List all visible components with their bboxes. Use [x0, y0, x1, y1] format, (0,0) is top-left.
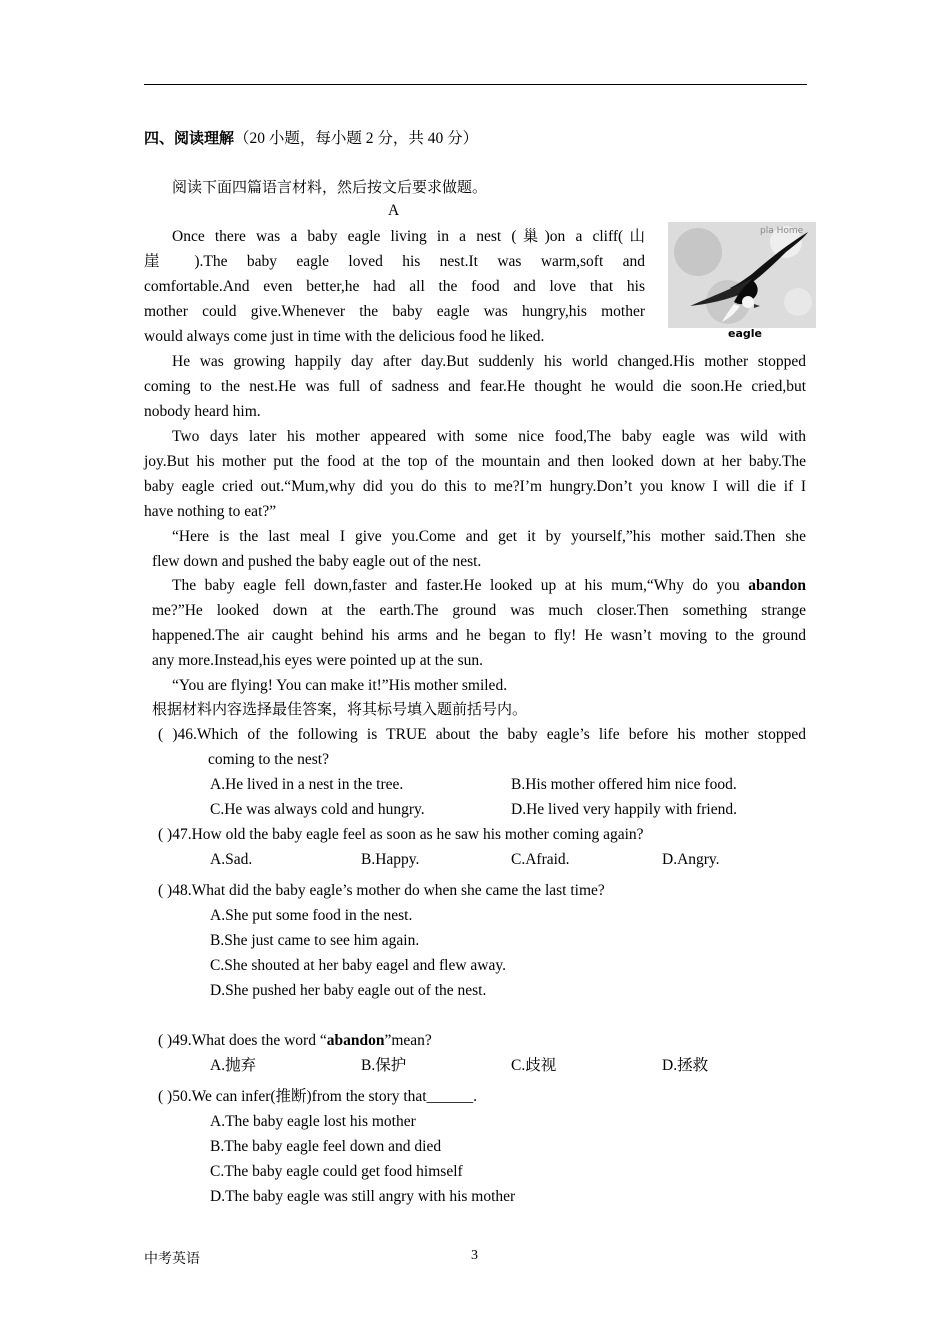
passage-line: happened.The air caught behind his arms and he began to fly! He wasn’t moving to the ground: [152, 627, 806, 644]
option: D.He lived very happily with friend.: [511, 801, 737, 818]
footer-label: 中考英语: [144, 1252, 200, 1267]
passage-line: “You are flying! You can make it!”His mother smiled.: [172, 677, 508, 694]
passage-line: joy.But his mother put the food at the top of the mountain and then looked down at her baby.The: [144, 453, 806, 470]
passage-line: would always come just in time with the delicious food he liked.: [144, 328, 545, 345]
option: C.He was always cold and hungry.: [210, 801, 425, 818]
question-stem-cont: coming to the nest?: [208, 751, 329, 768]
option: B.保护: [361, 1057, 407, 1074]
figure-caption: eagle: [728, 327, 762, 340]
option: B.She just came to see him again.: [210, 932, 420, 949]
option: B.Happy.: [361, 851, 420, 868]
eagle-image: [668, 222, 816, 328]
question-stem: ( )46.Which of the following is TRUE about the baby eagle’s life before his mother stopped: [158, 726, 806, 743]
passage-line: have nothing to eat?”: [144, 503, 277, 520]
passage-label: A: [388, 202, 400, 219]
option: A.The baby eagle lost his mother: [210, 1113, 416, 1130]
image-watermark: pla Home: [760, 226, 804, 236]
passage-line: coming to the nest.He was full of sadness and fear.He thought he would die soon.He cried,but: [144, 378, 806, 395]
question-bold-word: abandon: [326, 1032, 385, 1049]
passage-line: 崖 ).The baby eagle loved his nest.It was warm,soft and: [144, 253, 645, 270]
question-stem: ( )47.How old the baby eagle feel as soon as he saw his mother coming again?: [158, 826, 644, 843]
passage-line: baby eagle cried out.“Mum,why did you do this to me?I’m hungry.Don’t you know I will die if I: [144, 478, 806, 495]
question-stem: ( )48.What did the baby eagle’s mother do when she came the last time?: [158, 882, 605, 899]
option: A.Sad.: [210, 851, 253, 868]
passage-line: He was growing happily day after day.But suddenly his world changed.His mother stopped: [172, 353, 806, 370]
header-rule: [144, 84, 807, 85]
questions-instruction: 根据材料内容选择最佳答案，将其标号填入题前括号内。: [152, 702, 528, 718]
option: C.She shouted at her baby eagel and flew away.: [210, 957, 506, 974]
option: C.The baby eagle could get food himself: [210, 1163, 463, 1180]
question-stem-pre: ( )49.What does the word “: [158, 1032, 327, 1049]
passage-line: comfortable.And even better,he had all the food and love that his: [144, 278, 645, 295]
option: D.The baby eagle was still angry with his mother: [210, 1188, 516, 1205]
option: B.The baby eagle feel down and died: [210, 1138, 442, 1155]
option: C.Afraid.: [511, 851, 570, 868]
passage-line: [172, 573, 806, 598]
option: A.She put some food in the nest.: [210, 907, 413, 924]
eagle-illustration: [668, 222, 816, 328]
bold-word: abandon: [748, 577, 806, 594]
option: C.歧视: [511, 1057, 557, 1074]
passage-line: nobody heard him.: [144, 403, 261, 420]
option: A.抛弃: [210, 1057, 257, 1074]
option: A.He lived in a nest in the tree.: [210, 776, 404, 793]
section-title: [144, 126, 478, 148]
question-stem: [158, 1028, 432, 1053]
section-instruction: 阅读下面四篇语言材料，然后按文后要求做题。: [172, 180, 488, 196]
passage-line: “Here is the last meal I give you.Come and get it by yourself,”his mother said.Then she: [172, 528, 806, 545]
passage-line: mother could give.Whenever the baby eagle was hungry,his mother: [144, 303, 645, 320]
passage-line: Once there was a baby eagle living in a nest (巢)on a cliff(山: [172, 228, 645, 245]
question-stem-post: ”mean?: [384, 1032, 432, 1049]
option: D.Angry.: [662, 851, 720, 868]
page-number: 3: [471, 1248, 478, 1263]
passage-line-text: The baby eagle fell down,faster and faster.He looked up at his mum,“Why do you: [172, 577, 749, 594]
passage-line: me?”He looked down at the earth.The ground was much closer.Then something strange: [152, 602, 806, 619]
section-title-rest: （20 小题，每小题 2 分，共 40 分）: [234, 130, 479, 147]
question-stem: ( )50.We can infer(推断)from the story that______.: [158, 1088, 477, 1105]
option: B.His mother offered him nice food.: [511, 776, 737, 793]
option: D.She pushed her baby eagle out of the nest.: [210, 982, 487, 999]
passage-line: flew down and pushed the baby eagle out of the nest.: [152, 553, 482, 570]
section-title-bold: 四、阅读理解: [144, 129, 235, 147]
passage-line: any more.Instead,his eyes were pointed up at the sun.: [152, 652, 484, 669]
option: D.拯救: [662, 1057, 709, 1074]
passage-line: Two days later his mother appeared with some nice food,The baby eagle was wild with: [172, 428, 806, 445]
